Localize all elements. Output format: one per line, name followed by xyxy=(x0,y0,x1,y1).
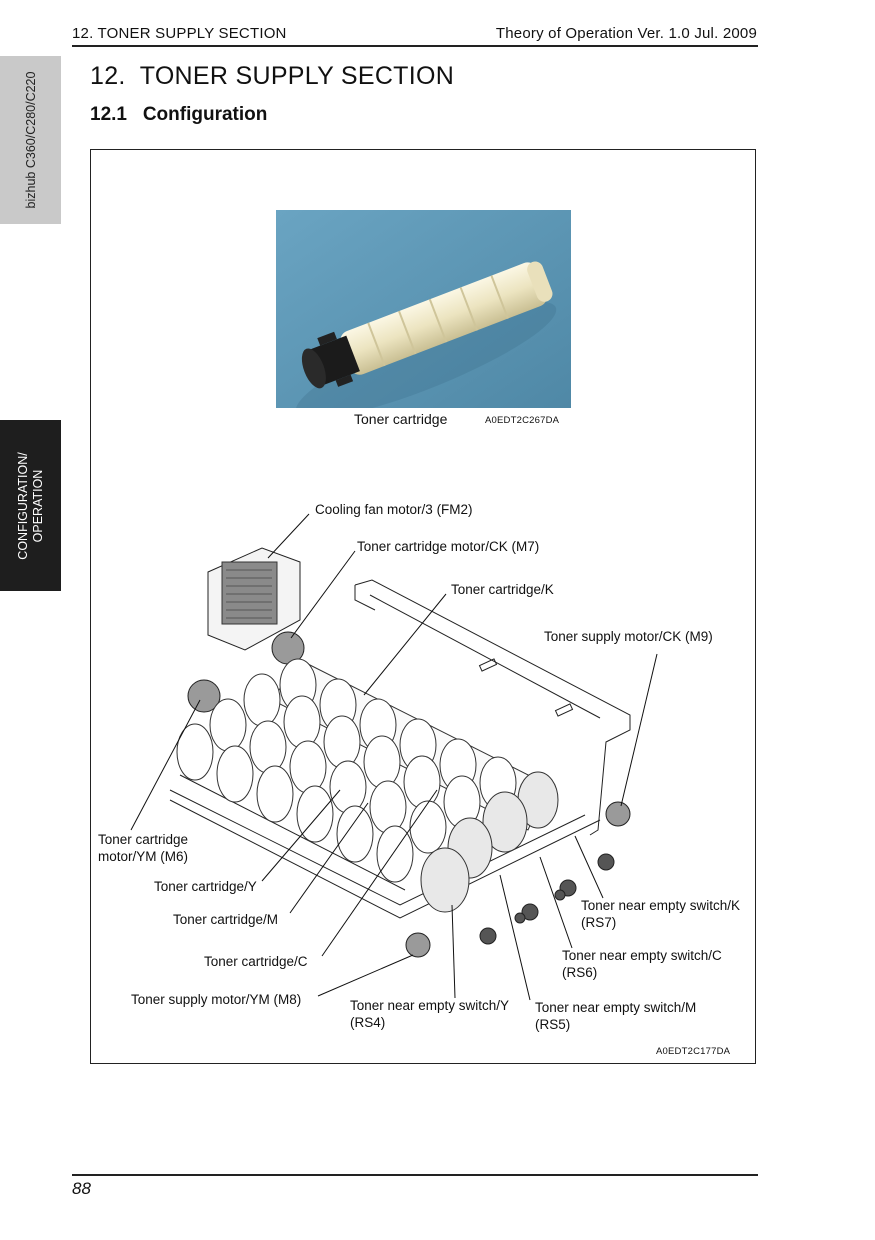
label-rs4-line2: (RS4) xyxy=(350,1014,386,1030)
label-rs5-line2: (RS5) xyxy=(535,1016,571,1032)
figure1-code: A0EDT2C267DA xyxy=(485,415,560,426)
label-cartridge-k: Toner cartridge/K xyxy=(451,582,554,597)
footer-divider xyxy=(72,1174,758,1176)
label-supply-motor-ck: Toner supply motor/CK (M9) xyxy=(544,629,713,644)
label-rs7-line1: Toner near empty switch/K xyxy=(581,898,741,913)
side-tab-section-line2: OPERATION xyxy=(30,469,45,542)
label-cartridge-y: Toner cartridge/Y xyxy=(154,879,257,894)
page-number: 88 xyxy=(72,1179,91,1198)
side-tab-model-label: bizhub C360/C280/C220 xyxy=(23,71,38,209)
label-near-empty-switch-c xyxy=(562,948,722,981)
label-cartridge-m: Toner cartridge/M xyxy=(173,912,279,927)
header-section-title: 12. TONER SUPPLY SECTION xyxy=(72,25,287,42)
label-rs6-line1: Toner near empty switch/C xyxy=(562,948,722,963)
label-rs4-line1: Toner near empty switch/Y xyxy=(350,998,510,1013)
label-supply-motor-ym: Toner supply motor/YM (M8) xyxy=(131,992,302,1007)
label-cartridge-motor-ym xyxy=(98,832,188,865)
label-cooling-fan-motor: Cooling fan motor/3 (FM2) xyxy=(315,502,473,517)
page-title: 12. TONER SUPPLY SECTION xyxy=(90,62,455,90)
label-cartridge-motor-ym-line1: Toner cartridge xyxy=(98,832,189,847)
label-rs6-line2: (RS6) xyxy=(562,964,598,980)
subsection-title: 12.1 Configuration xyxy=(90,104,268,125)
label-rs7-line2: (RS7) xyxy=(581,914,617,930)
label-rs5-line1: Toner near empty switch/M xyxy=(535,1000,697,1015)
header-document-version: Theory of Operation Ver. 1.0 Jul. 2009 xyxy=(495,25,757,42)
label-cartridge-motor-ym-line2: motor/YM (M6) xyxy=(98,848,189,864)
label-cartridge-motor-ck: Toner cartridge motor/CK (M7) xyxy=(357,539,540,554)
label-cartridge-c: Toner cartridge/C xyxy=(204,954,308,969)
label-near-empty-switch-y xyxy=(350,998,509,1031)
label-near-empty-switch-k xyxy=(581,898,740,931)
toner-cartridge-caption: Toner cartridge xyxy=(354,411,448,427)
side-tab-section-line1: CONFIGURATION/ xyxy=(15,451,30,560)
figure2-code: A0EDT2C177DA xyxy=(656,1046,731,1057)
label-near-empty-switch-m xyxy=(535,1000,696,1033)
